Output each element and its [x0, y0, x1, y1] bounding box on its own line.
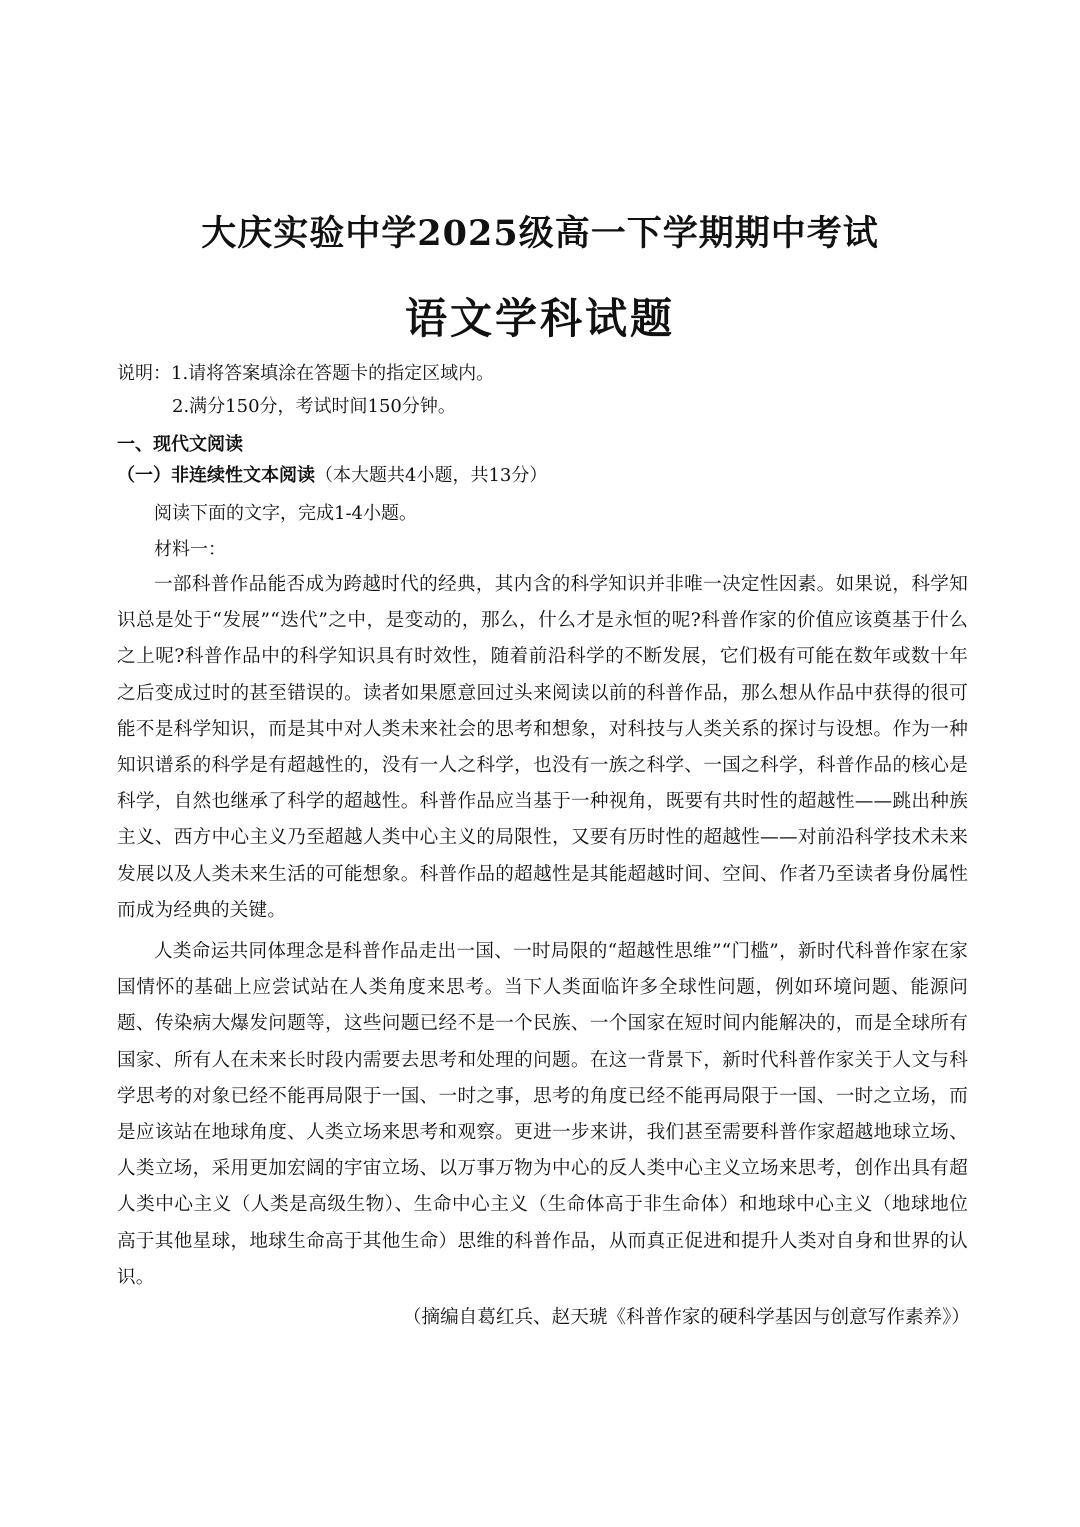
material-source: （摘编自葛红兵、赵天琥《科普作家的硬科学基因与创意写作素养》）	[402, 1307, 970, 1328]
material-label: 材料一：	[154, 539, 226, 560]
exam-title: 大庆实验中学2025级高一下学期期中考试	[201, 213, 879, 254]
section-heading: 一、现代文阅读	[117, 434, 243, 455]
part-heading: （一）非连续性文本阅读	[117, 465, 315, 486]
instruction-line-1: 说明：1.请将答案填涂在答题卡的指定区域内。	[117, 363, 495, 384]
exam-subtitle: 语文学科试题	[404, 294, 675, 343]
part-note: （本大题共4小题，共13分）	[315, 465, 548, 486]
part-heading-row	[117, 463, 547, 489]
reading-prompt: 阅读下面的文字，完成1-4小题。	[154, 503, 417, 524]
material-paragraph-1: 一部科普作品能否成为跨越时代的经典，其内含的科学知识并非唯一决定性因素。如果说，科学知识总是处于“发展”“迭代”之中，是变动的，那么，什么才是永恒的呢?科普作家的价值应该奠基于什么之上呢?科普作品中的科学知识具有时效性，随着前沿科学的不断发展，它们极有可能在数年或数十年之后变成过时的甚至错误的。读者如果愿意回过头来阅读以前的科普作品，那么想从作品中获得的很可能不是科学知识，而是其中对人类未来社会的思考和想象，对科技与人类关系的探讨与设想。作为一种知识谱系的科学是有超越性的，没有一人之科学，也没有一族之科学、一国之科学，科普作品的核心是科学，自然也继承了科学的超越性。科普作品应当基于一种视角，既要有共时性的超越性——跳出种族主义、西方中心主义乃至超越人类中心主义的局限性，又要有历时性的超越性——对前沿科学技术未来发展以及人类未来生活的可能想象。科普作品的超越性是其能超越时间、空间、作者乃至读者身份属性而成为经典的关键。	[117, 574, 968, 921]
instruction-line-2: 2.满分150分，考试时间150分钟。	[172, 396, 456, 417]
material-paragraph-2: 人类命运共同体理念是科普作品走出一国、一时局限的“超越性思维”“门槛”，新时代科普作家在家国情怀的基础上应尝试站在人类角度来思考。当下人类面临许多全球性问题，例如环境问题、能源问题、传染病大爆发问题等，这些问题已经不是一个民族、一个国家在短时间内能解决的，而是全球所有国家、所有人在未来长时段内需要去思考和处理的问题。在这一背景下，新时代科普作家关于人文与科学思考的对象已经不能再局限于一国、一时之事，思考的角度已经不能再局限于一国、一时之立场，而是应该站在地球角度、人类立场来思考和观察。更进一步来讲，我们甚至需要科普作家超越地球立场、人类立场，采用更加宏阔的宇宙立场、以万事万物为中心的反人类中心主义立场来思考，创作出具有超人类中心主义（人类是高级生物）、生命中心主义（生命体高于非生命体）和地球中心主义（地球地位高于其他星球，地球生命高于其他生命）思维的科普作品，从而真正促进和提升人类对自身和世界的认识。	[117, 941, 968, 1288]
